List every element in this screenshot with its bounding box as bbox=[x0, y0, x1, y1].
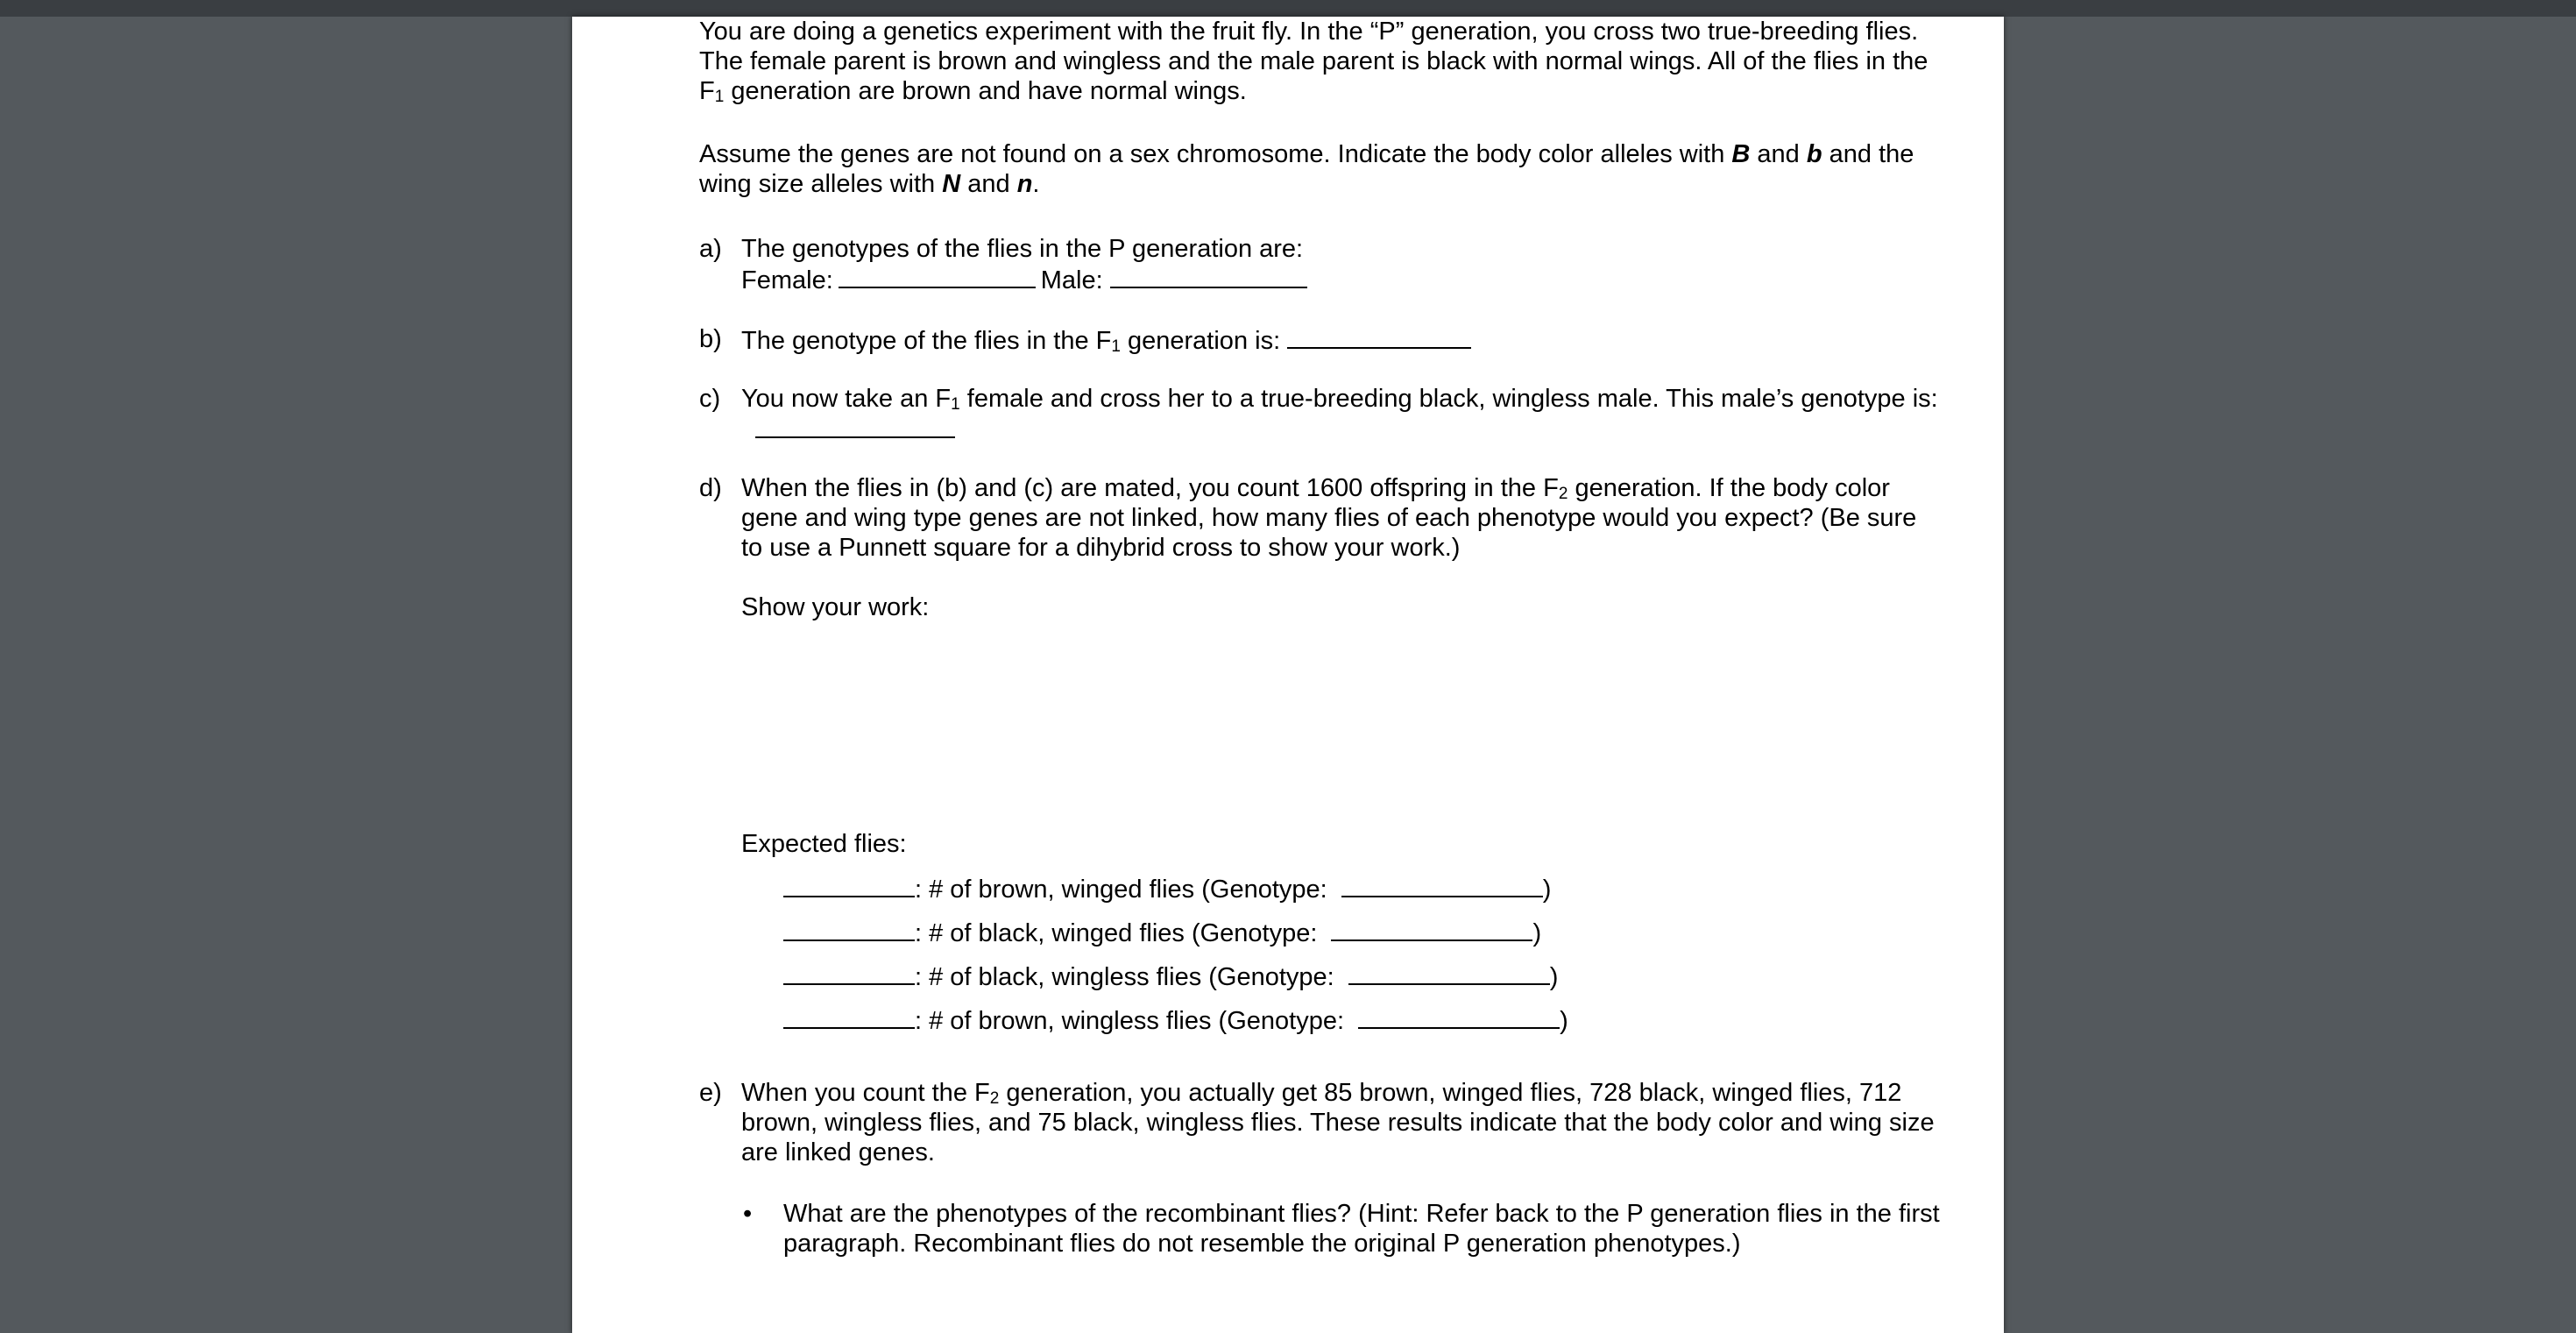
viewer-toolbar bbox=[0, 0, 2576, 17]
f1-genotype-blank[interactable] bbox=[1287, 324, 1471, 349]
bullet-text: What are the phenotypes of the recombinant flies? (Hint: Refer back to the P generation flies in the first paragraph. Recombinant flies do not resemble the original P generation phenotypes.) bbox=[783, 1200, 1940, 1258]
question-letter: b) bbox=[699, 325, 722, 353]
question-b-text: The genotype of the flies in the $F_1$ generation is: bbox=[741, 324, 1943, 356]
female-label: Female: bbox=[741, 266, 833, 294]
bullet-icon: • bbox=[743, 1200, 753, 1228]
worksheet-content bbox=[699, 17, 1943, 1259]
fly-row-black-wingless: : # of black, wingless flies (Genotype: ) bbox=[783, 961, 1943, 990]
question-b bbox=[699, 324, 1943, 356]
allele-N: N bbox=[942, 170, 961, 198]
question-e-bullet bbox=[699, 1199, 1943, 1259]
question-a-text: The genotypes of the flies in the P generation are: bbox=[741, 235, 1304, 263]
question-letter: c) bbox=[699, 385, 721, 413]
count-blank[interactable] bbox=[783, 961, 915, 985]
allele-B: B bbox=[1731, 140, 1751, 168]
question-d bbox=[699, 473, 1943, 1034]
question-c bbox=[699, 384, 1943, 445]
male-label: Male: bbox=[1040, 266, 1103, 294]
expected-flies-label: Expected flies: bbox=[741, 830, 907, 858]
male-genotype-blank[interactable] bbox=[1110, 264, 1307, 288]
assumption-paragraph: Assume the genes are not found on a sex chromosome. Indicate the body color alleles with B and b and the wing size alleles with N and n. bbox=[699, 140, 1914, 198]
allele-n: n bbox=[1016, 170, 1033, 198]
expected-flies-list bbox=[741, 873, 1943, 1034]
genotype-blank[interactable] bbox=[1331, 917, 1532, 941]
male-genotype-c-blank[interactable] bbox=[755, 414, 955, 438]
count-blank[interactable] bbox=[783, 917, 915, 941]
female-genotype-blank[interactable] bbox=[839, 264, 1036, 288]
fly-row-brown-winged: : # of brown, winged flies (Genotype: ) bbox=[783, 873, 1943, 903]
allele-b: b bbox=[1806, 140, 1822, 168]
genotype-blank[interactable] bbox=[1341, 873, 1543, 897]
intro-paragraph: You are doing a genetics experiment with the fruit fly. In the “P” generation, you cross two true-breeding flies. The female parent is brown and wingless and the male parent is black with normal wings. All of the flies in the $F_1$ generation are brown and have normal wings. bbox=[699, 18, 1928, 106]
genotype-blank[interactable] bbox=[1358, 1004, 1560, 1029]
question-a bbox=[699, 234, 1943, 295]
document-page bbox=[572, 17, 2004, 1333]
fly-row-black-winged: : # of black, winged flies (Genotype: ) bbox=[783, 917, 1943, 947]
fly-row-brown-wingless: : # of brown, wingless flies (Genotype: ) bbox=[783, 1004, 1943, 1034]
count-blank[interactable] bbox=[783, 873, 915, 897]
question-letter: e) bbox=[699, 1079, 722, 1107]
show-work-label: Show your work: bbox=[741, 593, 930, 621]
question-a-answers bbox=[741, 264, 1943, 295]
question-e bbox=[699, 1078, 1943, 1167]
question-d-text: When the flies in (b) and (c) are mated, you count 1600 offspring in the $F_2$ generation. If the body color gene and wing type genes are not linked, how many flies of each phenotype would you expect? (Be sure to use a Punnett square for a dihybrid cross to show your work.) bbox=[741, 474, 1917, 562]
question-letter: d) bbox=[699, 474, 722, 502]
question-c-text: You now take an $F_1$ female and cross her to a true-breeding black, wingless male. This male’s genotype is: bbox=[741, 384, 1943, 445]
count-blank[interactable] bbox=[783, 1004, 915, 1029]
question-e-text: When you count the $F_2$ generation, you actually get 85 brown, winged flies, 728 black, winged flies, 712 brown, wingless flies, and 75 black, wingless flies. These results indicate that the body color and wing size are linked genes. bbox=[741, 1079, 1935, 1166]
genotype-blank[interactable] bbox=[1348, 961, 1550, 985]
question-letter: a) bbox=[699, 235, 722, 263]
